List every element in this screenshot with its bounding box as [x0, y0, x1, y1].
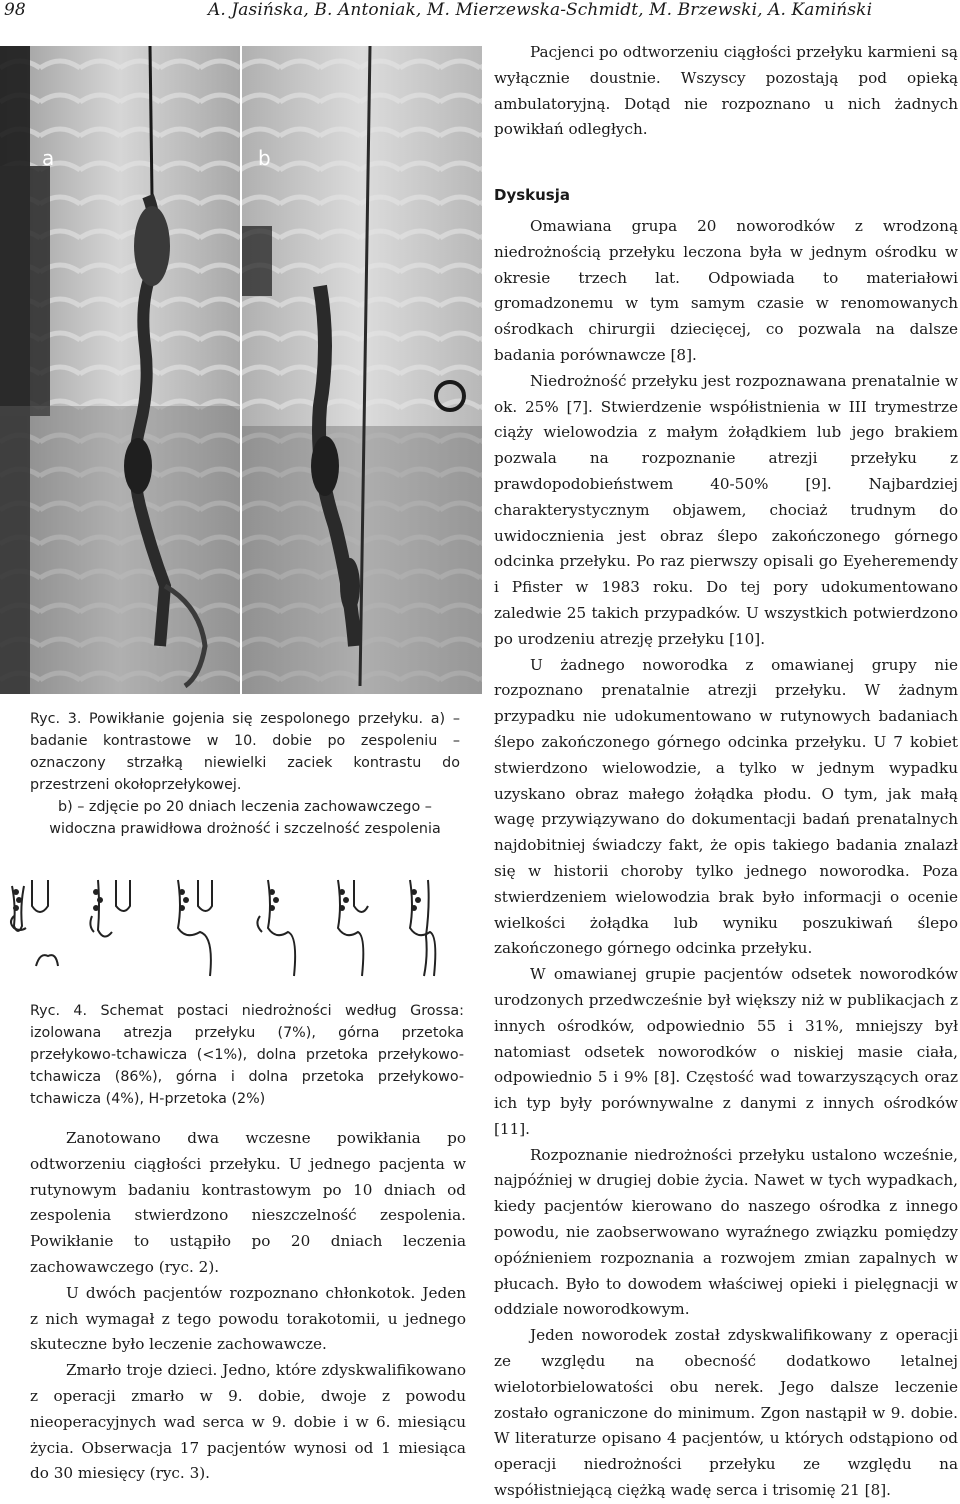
figure-3-caption-part-a: Ryc. 3. Powikłanie gojenia się zespolonego przełyku. a) – badanie kontrastowe w 10. dobie po zespoleniu – oznaczony strzałką niewielki zaciek kontrastu do przestrzeni okołoprzełykowej. — [30, 711, 460, 793]
paragraph-deaths: Zmarło troje dzieci. Jedno, które zdyskwalifikowano z operacji zmarło w 9. dobie, dwoje z powodu nieoperacyjnych wad serca w 9. dobie i w 6. miesiącu życia. Obserwacja 17 pacjentów wynosi od 1 miesiąca do 30 miesięcy (ryc. 3). — [30, 1361, 466, 1483]
figure-3-radiographs — [0, 46, 482, 694]
running-authors: A. Jasińska, B. Antoniak, M. Mierzewska-Schmidt, M. Brzewski, A. Kamiński — [208, 0, 873, 20]
figure-3-caption-part-b: b) – zdjęcie po 20 dniach leczenia zachowawczego – widoczna prawidłowa drożność i szczelność zespolenia — [49, 799, 441, 837]
figure-3-caption — [30, 708, 460, 840]
page-number: 98 — [4, 0, 26, 20]
figure-4-gross-diagrams — [0, 866, 482, 988]
gross-classification-drawings — [0, 866, 482, 988]
paragraph-discussion-6: Jeden noworodek został zdyskwalifikowany z operacji ze względu na obecność dodatkowo letalnej wielotorbielowatości obu nerek. Jego dalsze leczenie zostało ograniczone do minimum. Zgon nastąpił w 9. dobie. W literaturze opisano 4 pacjentów, u których odstąpiono od operacji niedrożności przełyku ze względu na współistniejącą ciężką wadę serca i trisomię 21 [8]. — [494, 1326, 958, 1500]
panel-label-b: b — [258, 146, 271, 170]
panel-label-a: a — [42, 146, 55, 170]
paragraph-discussion-3: U żadnego noworodka z omawianej grupy nie rozpoznano prenatalnie atrezji przełyku. W żadnym przypadku nie udokumentowano w rutynowych badaniach ślepo zakończonego górnego odcinka przełyku. U 7 kobiet stwierdzono wielowodzie, a tylko w jednym wypadku uzyskano obraz małego żołądka płodu. O tym, jak małą wagę przywiązywano do dokumentacji badań prenatalnych najdobitniej świadczy fakt, że opis takiego badania znalazł się w historii choroby tylko jednego noworodka. Poza stwierdzeniem wielowodzia brak było informacji o ocenie wielkości żołądka lub wyniku poszukiwań ślepo zakończonego górnego odcinka przełyku. — [494, 655, 958, 958]
right-column-discussion — [494, 214, 958, 1504]
page-header — [4, 0, 954, 26]
figure-4-caption-text: Ryc. 4. Schemat postaci niedrożności według Grossa: izolowana atrezja przełyku (7%), górna przetoka przełykowo-tchawicza (<1%), dolna przetoka przełykowo-tchawicza (86%), górna i dolna przetoka przełykowo-tchawicza (4%), H-przetoka (2%) — [30, 1003, 464, 1107]
paragraph-discussion-2: Niedrożność przełyku jest rozpoznawana prenatalnie w ok. 25% [7]. Stwierdzenie współistnienia w III trymestrze ciąży wielowodzia z małym żołądkiem lub jego brakiem pozwala na rozpoznanie atrezji przełyku z prawdopodobieństwem 40-50% [9]. Najbardziej charakterystycznym objawem, chociaż trudnym do uwidocznienia jest obraz ślepo zakończonego górnego odcinka przełyku. Po raz pierwszy opisali go Eyeheremendy i Pfister w 1983 roku. Do tej pory udokumentowano zaledwie 25 takich przypadków. U wszystkich potwierdzono po urodzeniu atrezję przełyku [10]. — [494, 371, 958, 648]
paragraph-chylothorax: U dwóch pacjentów rozpoznano chłonkotok. Jeden z nich wymagał z tego powodu torakotomii, u jednego skuteczne było leczenie zachowawcze. — [30, 1283, 466, 1354]
paragraph-feeding: Pacjenci po odtworzeniu ciągłości przełyku karmieni są wyłącznie doustnie. Wszyscy pozostają pod opieką ambulatoryjną. Dotąd nie rozpoznano u nich żadnych powikłań odległych. — [494, 43, 958, 139]
paragraph-discussion-1: Omawiana grupa 20 noworodków z wrodzoną niedrożnością przełyku leczona była w jednym ośrodku w okresie trzech lat. Odpowiada to materiałowi gromadzonemu w tym samym czasie w renomowanych ośrodkach chirurgii dziecięcej, co pozwala na dalsze badania porównawcze [8]. — [494, 217, 958, 364]
right-column-intro — [494, 40, 958, 143]
left-column-text — [30, 1126, 466, 1487]
radiograph-image — [0, 46, 482, 694]
paragraph-discussion-4: W omawianej grupie pacjentów odsetek noworodków urodzonych przedwcześnie był większy niż w publikacjach z innych ośrodków, odpowiednio 55 i 31%, mniejszy był natomiast odsetek noworodków o niskiej masie ciała, odpowiednio 5 i 9% [8]. Częstość wad towarzyszących oraz ich typ były porównywalne z danymi z innych ośrodków [11]. — [494, 965, 958, 1138]
figure-4-caption — [30, 1000, 464, 1110]
paragraph-complications: Zanotowano dwa wczesne powikłania po odtworzeniu ciągłości przełyku. U jednego pacjenta w rutynowym badaniu kontrastowym po 10 dniach od zespolenia stwierdzono nieszczelność zespolenia. Powikłanie to ustąpiło po 20 dniach leczenia zachowawczego (ryc. 2). — [30, 1129, 466, 1276]
section-heading-discussion: Dyskusja — [494, 186, 571, 204]
paragraph-discussion-5: Rozpoznanie niedrożności przełyku ustalono wcześnie, najpóźniej w drugiej dobie życia. Nawet w tych wypadkach, kiedy pacjentów kierowano do naszego ośrodka z innego powodu, nie zaobserwowano wyraźnego związku pomiędzy opóźnieniem rozpoznania a rozwojem zmian zapalnych w płucach. Było to dowodem właściwej opieki i pielęgnacji w oddziale noworodkowym. — [494, 1145, 958, 1319]
